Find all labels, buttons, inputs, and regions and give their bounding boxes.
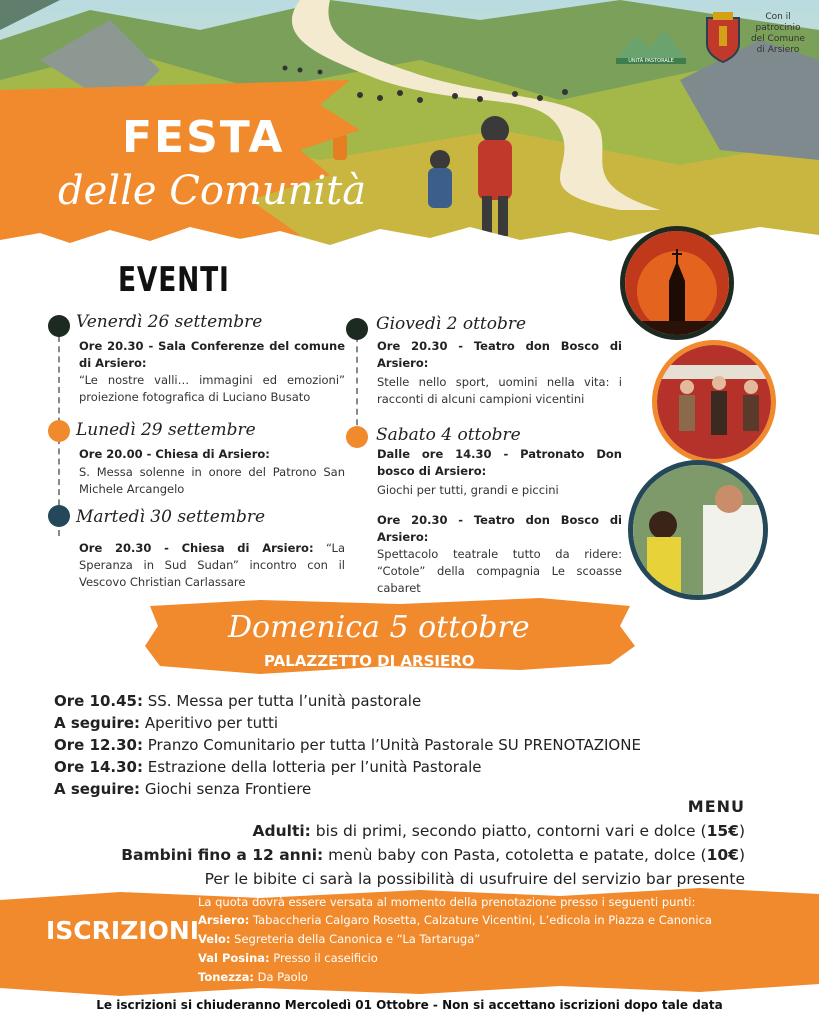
registrations-intro: La quota dovrà essere versata al momento della prenotazione presso i seguenti punti: <box>198 895 696 909</box>
event-time: Ore 20.00 - Chiesa di Arsiero: <box>79 447 270 461</box>
program-text: Aperitivo per tutti <box>140 714 279 732</box>
registration-place <box>198 913 712 927</box>
event-time: Ore 20.30 - Teatro don Bosco di Arsiero: <box>377 513 622 544</box>
program-text: Estrazione della lotteria per l’unità Pastorale <box>143 758 482 776</box>
registration-town: Velo: <box>198 932 231 946</box>
menu-heading: MENU <box>687 797 745 816</box>
timeline-dot <box>48 505 70 527</box>
footer-note: Le iscrizioni si chiuderanno Mercoledì 01 Ottobre - Non si accettano iscrizioni dopo tale data <box>96 998 723 1012</box>
event-body <box>79 540 345 591</box>
event-desc: “Le nostre valli… immagini ed emozioni” proiezione fotografica di Luciano Busato <box>79 373 345 404</box>
sunday-place: PALAZZETTO DI ARSIERO <box>264 652 475 670</box>
registration-town: Tonezza: <box>198 970 254 984</box>
program-label: Ore 14.30: <box>54 758 143 776</box>
program-text: SS. Messa per tutta l’unità pastorale <box>143 692 422 710</box>
program-text: Pranzo Comunitario per tutta l’Unità Pastorale SU PRENOTAZIONE <box>143 736 641 754</box>
events-heading: EVENTI <box>118 260 230 300</box>
registration-place <box>198 970 308 984</box>
menu-adults-text: bis di primi, secondo piatto, contorni vari e dolce ( <box>310 822 707 840</box>
registrations-title: ISCRIZIONI <box>46 916 200 945</box>
registration-town: Arsiero: <box>198 913 250 927</box>
menu-adults-close: ) <box>738 822 745 840</box>
event-desc: S. Messa solenne in onore del Patrono San Michele Arcangelo <box>79 465 345 496</box>
event-time: Ore 20.30 - Teatro don Bosco di Arsiero: <box>377 339 622 370</box>
menu-kids-price: 10€ <box>706 846 739 864</box>
festa-subtitle: delle Comunità <box>58 168 367 214</box>
registration-where: Da Paolo <box>253 970 308 984</box>
event-day: Lunedì 29 settembre <box>76 420 256 440</box>
program-line <box>54 691 421 712</box>
event-day: Martedì 30 settembre <box>76 507 266 527</box>
program-label: Ore 12.30: <box>54 736 143 754</box>
bishop-blessing-photo <box>628 460 768 600</box>
menu-kids-text: menù baby con Pasta, cotoletta e patate, dolce ( <box>323 846 707 864</box>
timeline-dot <box>48 420 70 442</box>
registration-where: Presso il caseificio <box>269 951 378 965</box>
theater-actors-photo <box>652 340 776 464</box>
church-sunset-photo <box>620 226 734 340</box>
festa-title: FESTA <box>122 112 285 163</box>
program-line <box>54 779 311 800</box>
program-line <box>54 757 482 778</box>
menu-adults-price: 15€ <box>706 822 739 840</box>
menu-adults-label: Adulti: <box>252 822 311 840</box>
program-label: A seguire: <box>54 714 141 732</box>
event-desc: “La Speranza in Sud Sudan” incontro con il Vescovo Christian Carlassare <box>79 541 346 589</box>
registration-place <box>198 932 480 946</box>
menu-drinks: Per le bibite ci sarà la possibilità di usufruire del servizio bar presente <box>204 870 745 888</box>
program-label: Ore 10.45: <box>54 692 143 710</box>
event-day: Sabato 4 ottobre <box>376 425 521 445</box>
logo-text: UNITÀ PASTORALE <box>628 58 674 64</box>
program-line <box>54 735 641 756</box>
menu-kids-close: ) <box>738 846 745 864</box>
program-line <box>54 713 278 734</box>
patronage-text: Con il patrocinio del Comune di Arsiero <box>750 12 806 55</box>
registration-place <box>198 951 378 965</box>
program-label: A seguire: <box>54 780 141 798</box>
event-desc: Giochi per tutti, grandi e piccini <box>377 483 559 497</box>
event-time: Ore 20.30 - Sala Conferenze del comune di Arsiero: <box>79 339 345 370</box>
event-time: Dalle ore 14.30 - Patronato Don bosco di Arsiero: <box>377 447 622 478</box>
event-day: Venerdì 26 settembre <box>76 312 263 332</box>
event-desc: Stelle nello sport, uomini nella vita: i racconti di alcuni campioni vicentini <box>377 375 622 406</box>
event-desc: Spettacolo teatrale tutto da ridere: “Cotole” della compagnia Le scoasse cabaret <box>377 547 622 595</box>
registration-where: Tabaccheria Calgaro Rosetta, Calzature Vicentini, L’edicola in Piazza e Canonica <box>249 913 712 927</box>
menu-adults <box>253 822 746 840</box>
registration-where: Segreteria della Canonica e “La Tartaruga” <box>230 932 481 946</box>
event-time: Ore 20.30 - Chiesa di Arsiero: <box>79 541 314 555</box>
registration-town: Val Posina: <box>198 951 270 965</box>
menu-kids-label: Bambini fino a 12 anni: <box>121 846 324 864</box>
sunday-title: Domenica 5 ottobre <box>228 610 530 645</box>
timeline-dot <box>48 315 70 337</box>
event-day: Giovedì 2 ottobre <box>376 314 527 334</box>
timeline-dot <box>346 318 368 340</box>
menu-kids <box>121 846 745 864</box>
program-text: Giochi senza Frontiere <box>140 780 312 798</box>
unita-pastorale-logo <box>612 18 690 72</box>
timeline-dot <box>346 426 368 448</box>
comune-arsiero-crest <box>703 10 743 64</box>
